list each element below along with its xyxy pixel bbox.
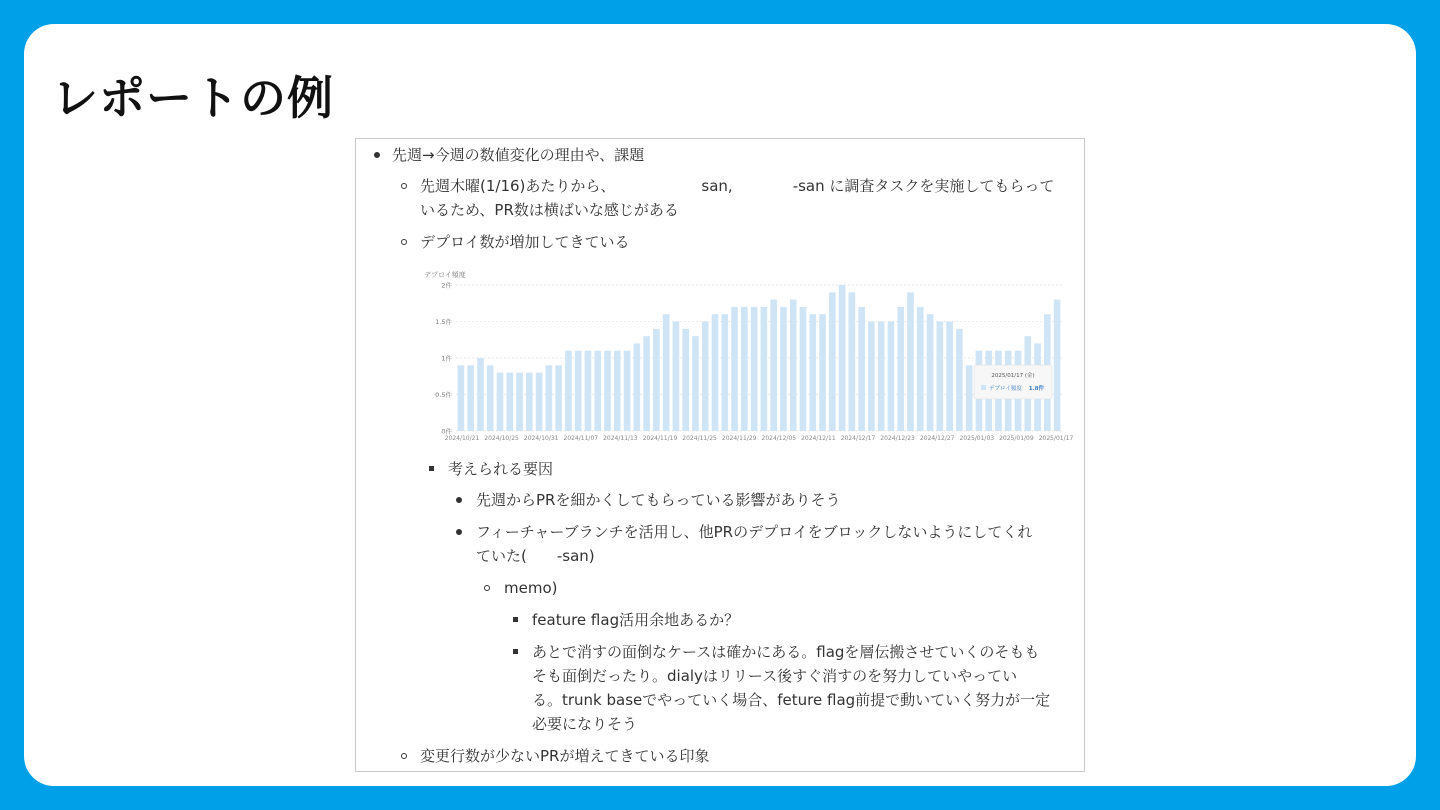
investigation-line-1 bbox=[420, 174, 1054, 198]
x-tick-label: 2024/10/31 bbox=[523, 435, 559, 442]
chart-bar bbox=[516, 373, 523, 431]
chart-bar bbox=[849, 292, 856, 431]
memo-note-line-2: そも面倒だったり。dialyはリリース後すぐ消すのを努力していやってい bbox=[532, 667, 1018, 685]
chart-bar bbox=[839, 285, 846, 431]
chart-bar bbox=[829, 292, 836, 431]
x-tick-label: 2024/11/13 bbox=[603, 435, 638, 442]
chart-bar bbox=[878, 322, 885, 432]
chart-bar bbox=[946, 322, 953, 432]
chart-bar bbox=[565, 351, 572, 431]
memo-note-line-4: 必要になりそう bbox=[532, 715, 638, 733]
factor-2-line-1: フィーチャーブランチを活用し、他PRのデプロイをブロックしないようにしてくれ bbox=[476, 523, 1033, 541]
chart-bar bbox=[682, 329, 689, 431]
chart-bar bbox=[1054, 300, 1061, 431]
chart-bar bbox=[526, 373, 533, 431]
chart-bar bbox=[497, 373, 504, 431]
bullet-disc-icon bbox=[456, 529, 462, 535]
chart-bar bbox=[770, 300, 777, 431]
chart-bar bbox=[751, 307, 758, 431]
chart-bar bbox=[761, 307, 768, 431]
chart-bar bbox=[702, 322, 709, 432]
x-tick-label: 2024/11/25 bbox=[682, 435, 717, 442]
chart-tooltip bbox=[974, 365, 1052, 399]
y-tick-label: 1件 bbox=[441, 354, 452, 363]
memo-heading: memo) bbox=[504, 579, 558, 597]
bullet-disc-icon bbox=[374, 152, 380, 158]
chart-bar bbox=[643, 336, 650, 431]
chart-bar bbox=[604, 351, 611, 431]
chart-bar bbox=[712, 314, 719, 431]
chart-bar bbox=[927, 314, 934, 431]
chart-bar bbox=[673, 322, 680, 432]
chart-bar bbox=[790, 300, 797, 431]
tooltip-series: デプロイ頻度 bbox=[989, 386, 1022, 392]
chart-bar bbox=[819, 314, 826, 431]
report-document bbox=[355, 138, 1085, 772]
x-tick-label: 2024/12/17 bbox=[840, 435, 876, 442]
tooltip-date: 2025/01/17 (金) bbox=[991, 373, 1035, 379]
deploy-heading: デプロイ数が増加してきている bbox=[420, 233, 630, 251]
memo-flag: feature flag活用余地あるか？ bbox=[532, 611, 740, 629]
chart-bar bbox=[477, 358, 484, 431]
chart-bar bbox=[458, 365, 465, 431]
chart-bar bbox=[585, 351, 592, 431]
chart-bar bbox=[614, 351, 621, 431]
reason-heading: 先週→今週の数値変化の理由や、課題 bbox=[392, 146, 645, 164]
x-tick-label: 2024/11/07 bbox=[563, 435, 599, 442]
chart-bar bbox=[897, 307, 904, 431]
chart-bar bbox=[692, 336, 699, 431]
memo-note-line-3: る。trunk baseでやっていく場合、feture flag前提で動いていく努力が一定 bbox=[532, 691, 1051, 709]
chart-bar bbox=[966, 365, 973, 431]
chart-bar bbox=[741, 307, 748, 431]
factor-2-line-2 bbox=[476, 544, 595, 568]
y-tick-label: 2件 bbox=[441, 281, 452, 290]
chart-bar bbox=[653, 329, 660, 431]
chart-title: デプロイ頻度 bbox=[424, 271, 466, 279]
x-tick-label: 2024/12/27 bbox=[919, 435, 955, 442]
x-tick-label: 2024/11/29 bbox=[721, 435, 757, 442]
chart-bar bbox=[594, 351, 601, 431]
chart-bar bbox=[936, 322, 943, 432]
bullet-square-icon bbox=[429, 466, 434, 471]
factors-heading: 考えられる要因 bbox=[448, 460, 554, 478]
investigation-line-2: いるため、PR数は横ばいな感じがある bbox=[420, 201, 679, 219]
chart-bar bbox=[663, 314, 670, 431]
chart-bar bbox=[506, 373, 513, 431]
chart-bar bbox=[888, 322, 895, 432]
factor-1: 先週からPRを細かくしてもらっている影響がありそう bbox=[476, 491, 841, 509]
x-tick-label: 2024/12/05 bbox=[761, 435, 797, 442]
chart-bar bbox=[575, 351, 582, 431]
x-tick-label: 2025/01/17 bbox=[1038, 435, 1074, 442]
chart-bar bbox=[956, 329, 963, 431]
x-tick-label: 2024/10/25 bbox=[484, 435, 519, 442]
bullet-disc-icon bbox=[456, 497, 462, 503]
chart-bar bbox=[731, 307, 738, 431]
x-tick-label: 2024/12/11 bbox=[801, 435, 836, 442]
bullet-square-icon bbox=[513, 649, 518, 654]
tooltip-value: 1.8件 bbox=[1028, 386, 1044, 392]
bullet-circle-icon bbox=[401, 183, 407, 189]
chart-bar bbox=[555, 365, 562, 431]
chart-bar bbox=[536, 373, 543, 431]
y-tick-label: 0.5件 bbox=[435, 391, 452, 399]
chart-bar bbox=[487, 365, 494, 431]
tooltip-legend-swatch bbox=[981, 385, 986, 390]
chart-bar bbox=[809, 314, 816, 431]
chart-bar bbox=[800, 307, 807, 431]
chart-bar bbox=[858, 307, 865, 431]
investigation-text-c: -san に調査タスクを実施してもらって bbox=[792, 177, 1055, 195]
chart-bar bbox=[633, 343, 640, 431]
slide bbox=[24, 24, 1416, 786]
chart-bar bbox=[917, 307, 924, 431]
x-tick-label: 2024/12/23 bbox=[880, 435, 915, 442]
x-tick-label: 2024/11/19 bbox=[642, 435, 678, 442]
bullet-square-icon bbox=[513, 617, 518, 622]
investigation-text-b: san, bbox=[701, 177, 733, 195]
chart-bar bbox=[721, 314, 728, 431]
slide-title: レポートの例 bbox=[52, 71, 334, 125]
chart-bar bbox=[907, 292, 914, 431]
chart-bar bbox=[546, 365, 553, 431]
chart-bar bbox=[780, 307, 787, 431]
x-tick-label: 2025/01/09 bbox=[999, 435, 1034, 442]
factor-2-text-b: -san) bbox=[556, 547, 595, 565]
bullet-circle-icon bbox=[401, 239, 407, 245]
chart-bar bbox=[467, 365, 474, 431]
investigation-text-a: 先週木曜(1/16)あたりから、 bbox=[420, 177, 616, 195]
x-tick-label: 2025/01/03 bbox=[959, 435, 995, 442]
factor-2-text-a: ていた( bbox=[476, 547, 527, 565]
y-tick-label: 0件 bbox=[441, 427, 452, 436]
bullet-circle-icon bbox=[401, 753, 407, 759]
lines-changed-heading: 変更行数が少ないPRが増えてきている印象 bbox=[420, 747, 710, 765]
y-tick-label: 1.5件 bbox=[435, 318, 452, 326]
bullet-circle-icon bbox=[484, 585, 490, 591]
x-tick-label: 2024/10/21 bbox=[444, 435, 480, 442]
chart-bar bbox=[868, 322, 875, 432]
deploy-frequency-chart bbox=[422, 267, 1074, 443]
chart-bar bbox=[624, 351, 631, 431]
memo-note-line-1: あとで消すの面倒なケースは確かにある。flagを層伝搬させていくのそもも bbox=[532, 643, 1040, 661]
